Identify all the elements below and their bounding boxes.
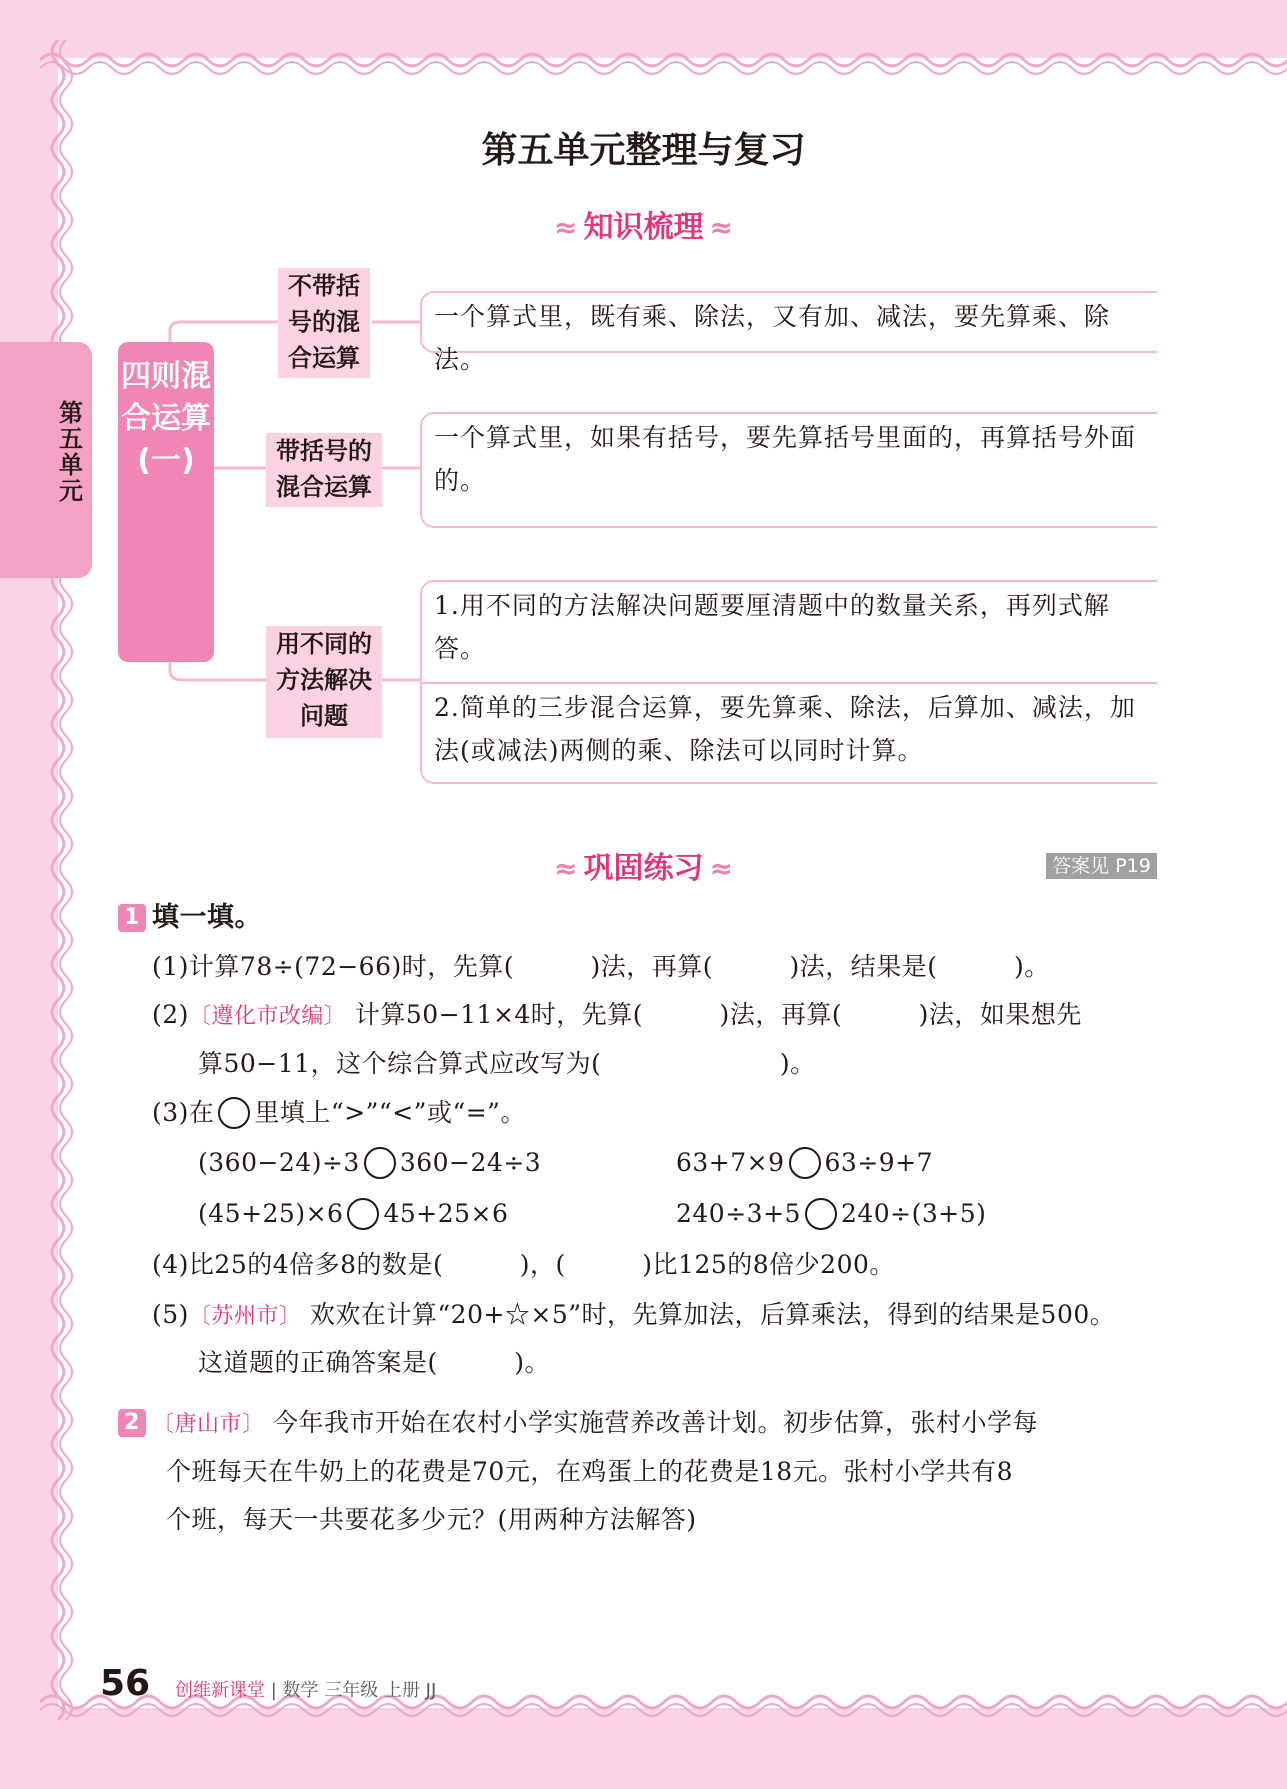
- q1-part3-text: 里填上“>”“<”或“=”。: [254, 1098, 526, 1127]
- q1-part5-cont: 这道题的正确答案是( )。: [198, 1348, 551, 1377]
- q1-part2-prefix: (2): [152, 1000, 189, 1029]
- q1-part4: (4)比25的4倍多8的数是( )，( )比125的8倍少200。: [152, 1250, 895, 1279]
- compare-4-left: 240÷3+5: [676, 1199, 801, 1228]
- compare-circle-icon[interactable]: [347, 1198, 379, 1230]
- q1-part2-text: 计算50−11×4时，先算( )法，再算( )法，如果想先: [346, 1000, 1082, 1029]
- q1-part3: [152, 1091, 526, 1135]
- q1-part1: (1)计算78÷(72−66)时，先算( )法，再算( )法，结果是( )。: [152, 952, 1050, 981]
- compare-item-3: [198, 1192, 508, 1236]
- compare-circle-icon[interactable]: [805, 1198, 837, 1230]
- mindmap-root-label: 四则混合运算(一): [121, 359, 211, 478]
- answer-reference-tag: 答案见 P19: [1046, 853, 1157, 879]
- q2-text-1: 今年我市开始在农村小学实施营养改善计划。初步估算，张村小学每: [264, 1408, 1038, 1437]
- compare-3-left: (45+25)×6: [198, 1199, 344, 1228]
- chapter-side-tab-label: 第五单元: [59, 399, 83, 505]
- q2-line2: 个班每天在牛奶上的花费是70元，在鸡蛋上的花费是18元。张村小学共有8: [166, 1457, 1014, 1486]
- q1-part5: [152, 1293, 1115, 1339]
- q1-part3-prefix: (3)在: [152, 1098, 215, 1127]
- page-number: 56: [100, 1663, 151, 1704]
- compare-circle-icon[interactable]: [364, 1147, 396, 1179]
- q1-part5-source: 〔苏州市〕: [188, 1304, 302, 1329]
- compare-3-right: 45+25×6: [383, 1199, 509, 1228]
- compare-circle-icon: [218, 1097, 250, 1129]
- footer-info: 创维新课堂 | 数学 三年级 上册 JJ: [175, 1680, 437, 1701]
- wave-deco-icon: ≈: [554, 211, 578, 244]
- q2-number-badge: 2: [118, 1409, 146, 1437]
- mindmap-branch-no-brackets: 不带括号的混合运算: [278, 268, 370, 378]
- q1-title: 填一填。: [152, 902, 262, 933]
- compare-2-right: 63÷9+7: [824, 1148, 934, 1177]
- mindmap-desc-method-2: 2.简单的三步混合运算，要先算乘、除法，后算加、减法，加法(或减法)两侧的乘、除法可以同时计算。: [420, 684, 1157, 784]
- mindmap-desc-no-brackets: 一个算式里，既有乘、除法，又有加、减法，要先算乘、除法。: [420, 291, 1157, 353]
- q1-heading: [118, 896, 262, 940]
- q2-line1: [118, 1401, 1038, 1447]
- q1-part2: [152, 993, 1082, 1039]
- mindmap-branch-different-methods: 用不同的方法解决问题: [266, 626, 382, 738]
- compare-2-left: 63+7×9: [676, 1148, 785, 1177]
- mindmap-desc-method-1: 1.用不同的方法解决问题要厘清题中的数量关系，再列式解答。: [420, 580, 1157, 684]
- mindmap-desc-with-brackets: 一个算式里，如果有括号，要先算括号里面的，再算括号外面的。: [420, 412, 1157, 528]
- wave-deco-icon: ≈: [554, 852, 578, 885]
- q1-part5-text: 欢欢在计算“20+☆×5”时，先算加法，后算乘法，得到的结果是500。: [301, 1300, 1116, 1329]
- q1-part5-prefix: (5): [152, 1300, 189, 1329]
- compare-item-2: [676, 1141, 933, 1185]
- section-knowledge-heading: [0, 202, 1287, 246]
- q1-part2-source: 〔遵化市改编〕: [188, 1004, 347, 1029]
- q2-source: 〔唐山市〕: [152, 1412, 265, 1437]
- section-practice-label: 巩固练习: [583, 851, 704, 886]
- compare-1-left: (360−24)÷3: [198, 1148, 360, 1177]
- section-knowledge-label: 知识梳理: [583, 210, 704, 245]
- page-title: 第五单元整理与复习: [481, 130, 806, 171]
- footer-book-info: 数学 三年级 上册 JJ: [282, 1680, 437, 1701]
- q1-part2-cont: 算50−11，这个综合算式应改写为( )。: [198, 1049, 816, 1078]
- footer-brand: 创维新课堂: [175, 1680, 265, 1701]
- compare-item-1: [198, 1141, 541, 1185]
- wave-deco-icon: ≈: [709, 852, 733, 885]
- wavy-border-top: [40, 40, 1287, 80]
- q2-line3: 个班，每天一共要花多少元？(用两种方法解答): [166, 1505, 697, 1534]
- compare-circle-icon[interactable]: [789, 1147, 821, 1179]
- compare-1-right: 360−24÷3: [399, 1148, 542, 1177]
- mindmap-branch-with-brackets: 带括号的混合运算: [266, 433, 382, 507]
- compare-4-right: 240÷(3+5): [840, 1199, 987, 1228]
- compare-item-4: [676, 1192, 986, 1236]
- q1-number-badge: 1: [118, 904, 146, 932]
- wave-deco-icon: ≈: [709, 211, 733, 244]
